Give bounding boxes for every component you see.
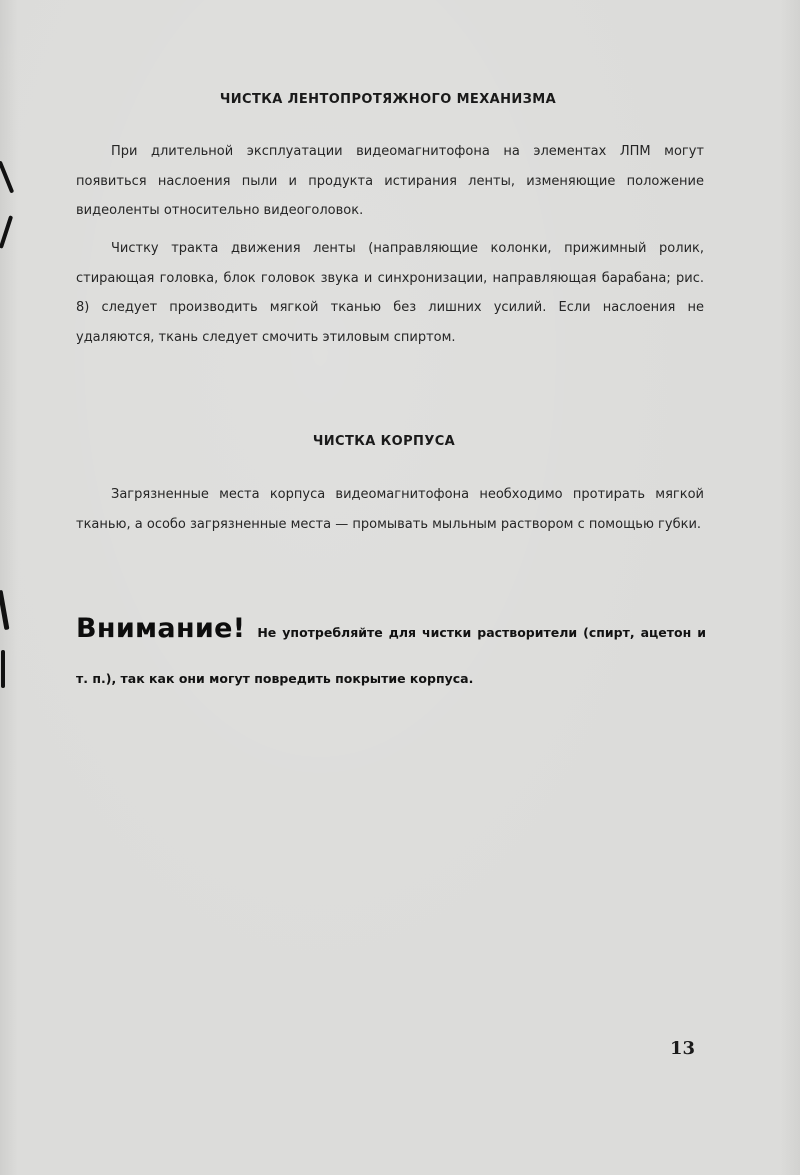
page-number: 13 xyxy=(670,1038,696,1059)
paragraph: При длительной эксплуатации видеомагнитофона на элементах ЛПМ могут появиться наслоения пыли и продукта истирания ленты, изменяющие положение видеоленты относительно видеоголовок. xyxy=(76,144,704,218)
warning-block xyxy=(76,606,706,702)
section-title-case: ЧИСТКА КОРПУСА xyxy=(312,434,456,449)
binding-mark xyxy=(0,160,14,193)
section-title-tape-mechanism: ЧИСТКА ЛЕНТОПРОТЯЖНОГО МЕХАНИЗМА xyxy=(219,92,557,107)
binding-mark xyxy=(0,215,13,249)
paragraph: Чистку тракта движения ленты (направляющие колонки, прижимный ролик, стирающая головка, блок головок звука и синхронизации, направляющая барабана; рис. 8) следует производить мягкой тканью без лишних усилий. Если наслоения не удаляются, ткань следует смочить этиловым спиртом. xyxy=(76,241,704,345)
binding-mark xyxy=(0,590,9,630)
warning-text: Не употребляйте для чистки растворители (спирт, ацетон и т. п.), так как они могут повредить покрытие корпуса. xyxy=(76,625,706,686)
warning-label: Внимание! xyxy=(76,613,246,644)
paragraph: Загрязненные места корпуса видеомагнитофона необходимо протирать мягкой тканью, а особо загрязненные места — промывать мыльным раствором с помощью губки. xyxy=(76,487,704,532)
binding-mark xyxy=(1,650,5,688)
